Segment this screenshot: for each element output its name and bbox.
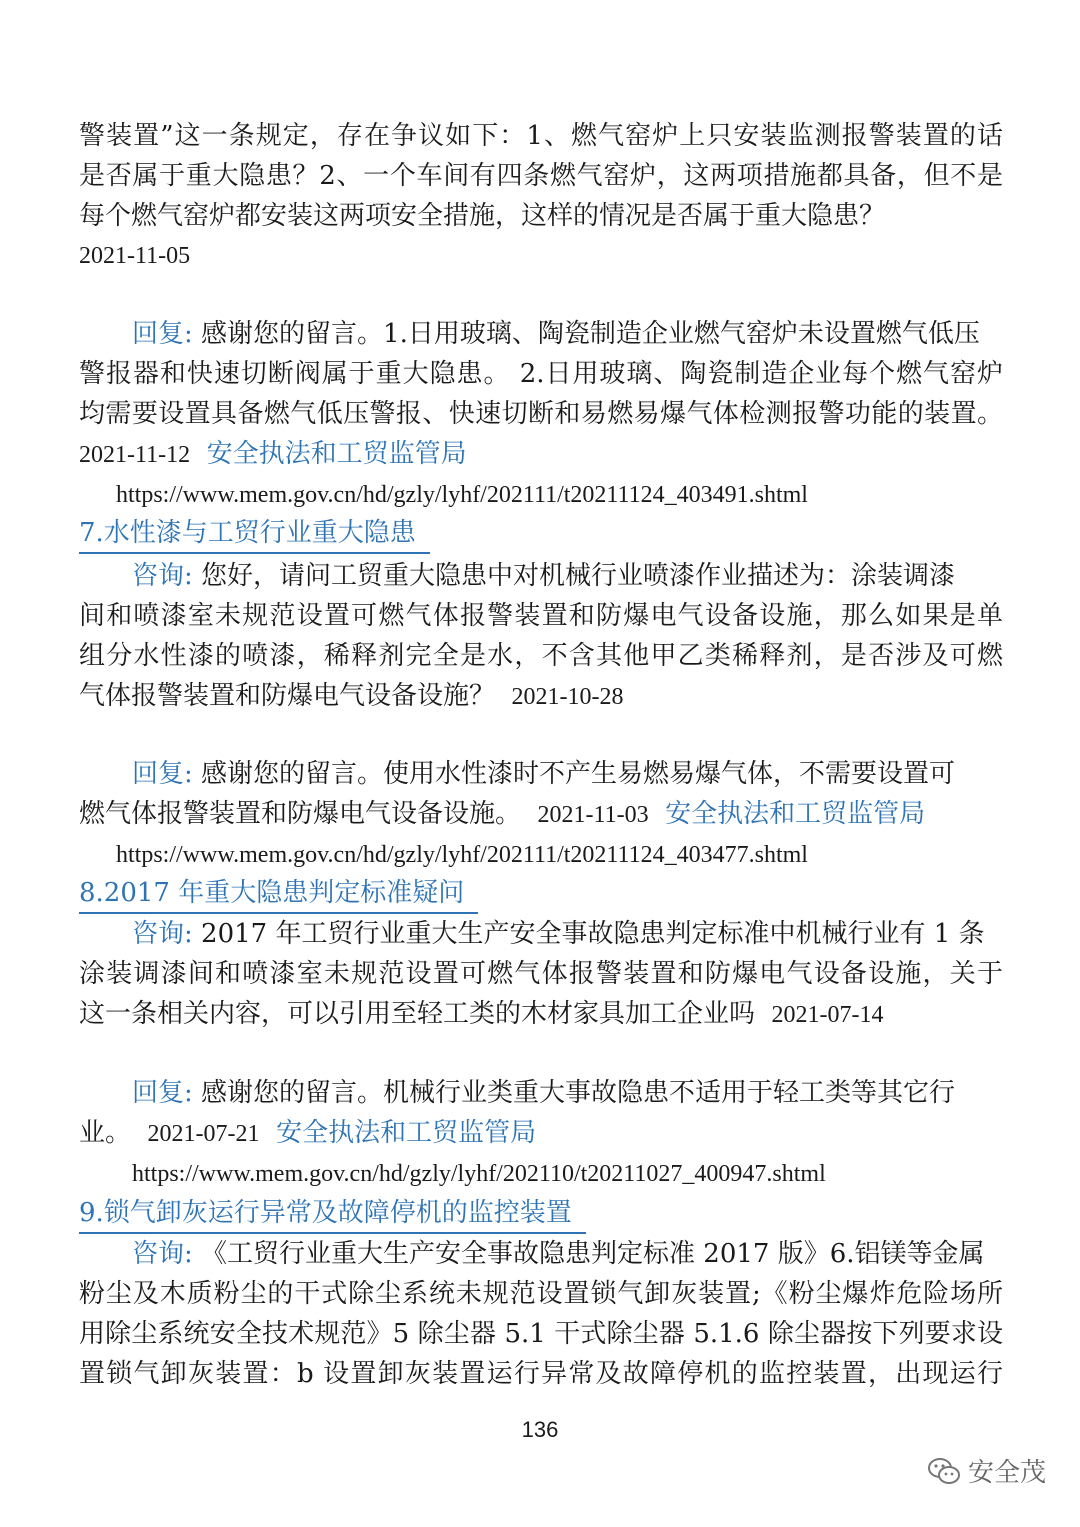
question-text: 《工贸行业重大生产安全事故隐患判定标准 2017 版》6.铝镁等金属	[192, 1239, 985, 1269]
text-line: 是否属于重大隐患？2、一个车间有四条燃气窑炉，这两项措施都具备，但不是	[79, 161, 1003, 191]
question-line	[132, 1234, 1003, 1274]
text-line: 组分水性漆的喷漆，稀释剂完全是水，不含其他甲乙类稀释剂，是否涉及可燃	[79, 641, 1003, 671]
question-text: 气体报警装置和防爆电气设备设施？	[79, 681, 496, 711]
reply-text: 感谢您的留言。机械行业类重大事故隐患不适用于轻工类等其它行	[192, 1078, 956, 1108]
text-line	[79, 994, 1003, 1034]
reply-text: 感谢您的留言。1.日用玻璃、陶瓷制造企业燃气窑炉未设置燃气低压	[192, 319, 980, 349]
reply-date: 2021-11-03	[537, 802, 649, 828]
reply-date: 2021-07-21	[147, 1121, 260, 1147]
question-date: 2021-10-28	[511, 684, 624, 710]
question-text: 2017 年工贸行业重大生产安全事故隐患判定标准中机械行业有 1 条	[192, 919, 985, 949]
reply-line	[132, 754, 1003, 794]
date-text: 2021-11-05	[79, 243, 191, 269]
reply-meta	[79, 1113, 1003, 1153]
reply-meta	[79, 434, 1003, 474]
reply-label: 回复:	[132, 759, 193, 789]
section-heading-7[interactable]: 7.水性漆与工贸行业重大隐患	[79, 514, 430, 554]
reply-text: 业。	[79, 1118, 132, 1148]
question-label: 咨询:	[132, 561, 193, 591]
text-line: 置锁气卸灰装置：b 设置卸灰装置运行异常及故障停机的监控装置，出现运行	[79, 1359, 1003, 1389]
question-label: 咨询:	[132, 919, 193, 949]
text-line: 粉尘及木质粉尘的干式除尘系统未规范设置锁气卸灰装置;《粉尘爆炸危险场所	[79, 1279, 1003, 1309]
reply-line	[132, 314, 1003, 354]
reply-org: 安全执法和工贸监管局	[665, 799, 926, 829]
reply-line	[132, 1073, 1003, 1113]
reply-text: 感谢您的留言。使用水性漆时不产生易燃易爆气体，不需要设置可	[192, 759, 956, 789]
text-line	[79, 676, 1003, 716]
reply-label: 回复:	[132, 1078, 193, 1108]
text-line: 用除尘系统安全技术规范》5 除尘器 5.1 干式除尘器 5.1.6 除尘器按下列要求设	[79, 1319, 1003, 1349]
reply-date: 2021-11-12	[79, 442, 191, 468]
page-number: 136	[521, 1417, 559, 1442]
reply-label: 回复:	[132, 319, 193, 349]
reply-org: 安全执法和工贸监管局	[276, 1118, 537, 1148]
text-line: 每个燃气窑炉都安装这两项安全措施，这样的情况是否属于重大隐患？	[79, 201, 886, 231]
text-line: 间和喷漆室未规范设置可燃气体报警装置和防爆电气设备设施，那么如果是单	[79, 601, 1003, 631]
section-heading-8[interactable]: 8.2017 年重大隐患判定标准疑问	[79, 874, 478, 914]
watermark	[926, 1452, 1046, 1489]
reply-org: 安全执法和工贸监管局	[206, 439, 467, 469]
question-date: 2021-07-14	[771, 1002, 884, 1028]
reply-text: 燃气体报警装置和防爆电气设备设施。	[79, 799, 522, 829]
question-line	[132, 914, 1003, 954]
text-line: 涂装调漆间和喷漆室未规范设置可燃气体报警装置和防爆电气设备设施，关于	[79, 959, 1003, 989]
text-line: 警装置”这一条规定，存在争议如下：1、燃气窑炉上只安装监测报警装置的话	[79, 121, 1003, 151]
question-text: 这一条相关内容，可以引用至轻工类的木材家具加工企业吗	[79, 999, 756, 1029]
watermark-text: 安全茂	[967, 1458, 1046, 1488]
source-url[interactable]: https://www.mem.gov.cn/hd/gzly/lyhf/202111/t20211124_403477.shtml	[116, 842, 808, 868]
wechat-icon	[926, 1456, 962, 1486]
section-heading-9[interactable]: 9.锁气卸灰运行异常及故障停机的监控装置	[79, 1194, 586, 1234]
reply-meta	[79, 794, 1003, 834]
source-url[interactable]: https://www.mem.gov.cn/hd/gzly/lyhf/202110/t20211027_400947.shtml	[132, 1161, 826, 1187]
question-line	[132, 556, 1003, 596]
text-line: 均需要设置具备燃气低压警报、快速切断和易燃易爆气体检测报警功能的装置。	[79, 399, 1003, 429]
question-label: 咨询:	[132, 1239, 193, 1269]
question-text: 您好，请问工贸重大隐患中对机械行业喷漆作业描述为：涂装调漆	[192, 561, 956, 591]
text-line: 警报器和快速切断阀属于重大隐患。 2.日用玻璃、陶瓷制造企业每个燃气窑炉	[79, 359, 1003, 389]
source-url[interactable]: https://www.mem.gov.cn/hd/gzly/lyhf/202111/t20211124_403491.shtml	[116, 482, 808, 508]
